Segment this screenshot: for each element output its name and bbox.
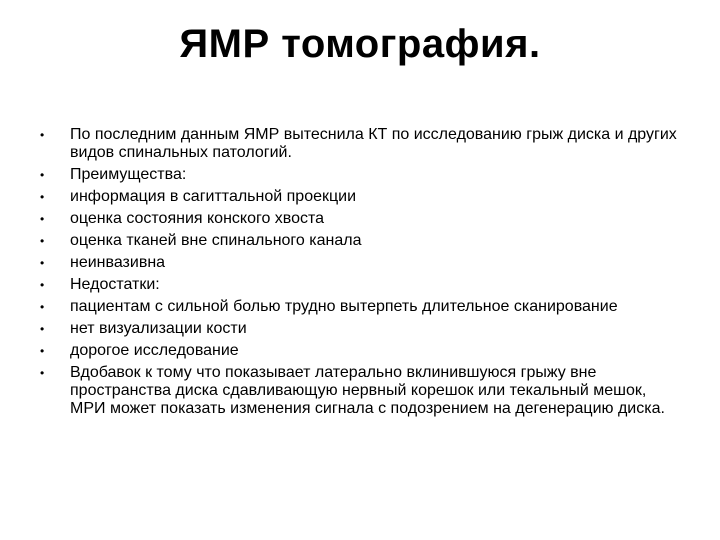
- bullet-icon: •: [40, 128, 45, 142]
- list-item: [40, 166, 680, 184]
- list-item-text: оценка состояния конского хвоста: [70, 210, 325, 227]
- list-item-text: пациентам с сильной болью трудно вытерпеть длительное сканирование: [70, 298, 618, 315]
- bullet-list: [40, 126, 680, 422]
- list-item: [40, 320, 680, 338]
- slide-title: ЯМР томография.: [179, 22, 541, 66]
- bullet-icon: •: [40, 322, 45, 336]
- list-item: [40, 232, 680, 250]
- bullet-icon: •: [40, 256, 45, 270]
- bullet-icon: •: [40, 234, 45, 248]
- list-item-text: дорогое исследование: [70, 342, 239, 359]
- list-item: [40, 126, 680, 162]
- bullet-icon: •: [40, 366, 45, 380]
- list-item-text: Вдобавок к тому что показывает латерально вклинившуюся грыжу вне пространства диска сдавливающую нервный корешок или текальный мешок, МРИ может показать изменения сигнала с подозрением на дегенерацию диска.: [70, 364, 665, 417]
- list-item-text: По последним данным ЯМР вытеснила КТ по исследованию грыж диска и других видов спинальных патологий.: [70, 126, 677, 161]
- list-item: [40, 276, 680, 294]
- list-item: [40, 210, 680, 228]
- list-item: [40, 254, 680, 272]
- list-item-text: Преимущества:: [70, 166, 187, 183]
- list-item: [40, 364, 680, 418]
- list-item-text: Недостатки:: [70, 276, 160, 293]
- bullet-icon: •: [40, 190, 45, 204]
- list-item-text: оценка тканей вне спинального канала: [70, 232, 362, 249]
- bullet-icon: •: [40, 212, 45, 226]
- bullet-icon: •: [40, 344, 45, 358]
- list-item: [40, 342, 680, 360]
- list-item-text: нет визуализации кости: [70, 320, 247, 337]
- list-item: [40, 188, 680, 206]
- list-item-text: информация в сагиттальной проекции: [70, 188, 357, 205]
- list-item-text: неинвазивна: [70, 254, 166, 271]
- bullet-icon: •: [40, 168, 45, 182]
- list-item: [40, 298, 680, 316]
- bullet-icon: •: [40, 278, 45, 292]
- bullet-icon: •: [40, 300, 45, 314]
